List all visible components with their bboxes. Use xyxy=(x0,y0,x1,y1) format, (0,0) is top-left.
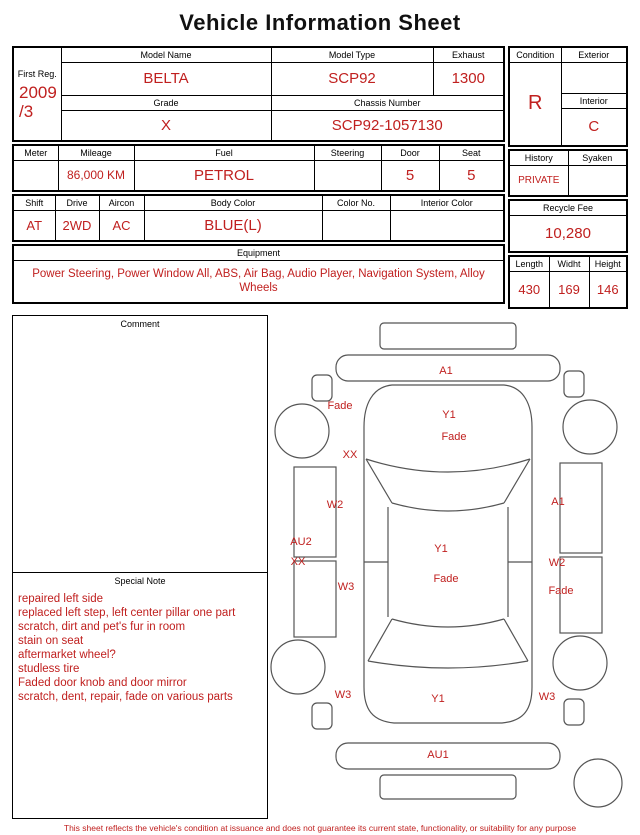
model-type-value: SCP92 xyxy=(271,62,433,95)
diagram-label: XX xyxy=(342,449,358,461)
seat-value: 5 xyxy=(439,160,504,191)
first-reg-value xyxy=(14,79,61,121)
length-label: Length xyxy=(509,256,549,271)
special-note-line: aftermarket wheel? xyxy=(18,649,116,661)
left-rear-fender xyxy=(312,703,332,729)
seat-label: Seat xyxy=(439,145,504,160)
left-rear-door-panel xyxy=(294,561,336,637)
mileage-label: Mileage xyxy=(58,145,134,160)
diagram-label: AU2 xyxy=(290,536,312,548)
exterior-value xyxy=(561,62,627,93)
diagram-label: AU1 xyxy=(427,749,449,761)
mileage-value: 86,000 KM xyxy=(58,160,134,191)
recycle-fee-value: 10,280 xyxy=(509,215,627,252)
grade-value: X xyxy=(61,110,271,141)
door-lines xyxy=(364,507,532,617)
special-note-line: repaired left side xyxy=(18,593,104,605)
left-front-fender xyxy=(312,375,332,401)
main-area xyxy=(12,315,628,819)
top-left-column xyxy=(12,46,505,309)
history-value: PRIVATE xyxy=(509,165,568,196)
first-reg-label: First Reg. xyxy=(17,69,57,79)
rear-window xyxy=(368,619,528,668)
special-note-box xyxy=(12,573,268,819)
chassis-number-label: Chassis Number xyxy=(271,95,504,110)
car-diagram xyxy=(268,319,628,819)
interior-value: C xyxy=(561,108,627,146)
diagram-label: Fade xyxy=(433,573,459,585)
shift-value: AT xyxy=(13,210,55,241)
exhaust-value: 1300 xyxy=(433,62,504,95)
recycle-fee-table xyxy=(508,199,628,253)
grade-label: Grade xyxy=(61,95,271,110)
right-front-door-panel xyxy=(560,463,602,553)
left-boxes xyxy=(12,315,268,819)
drivetrain-table xyxy=(12,194,505,242)
special-note-lines xyxy=(13,586,267,704)
body-color-label: Body Color xyxy=(144,195,322,210)
exhaust-label: Exhaust xyxy=(433,47,504,62)
width-value: 169 xyxy=(549,271,589,308)
body-color-value: BLUE(L) xyxy=(144,210,322,241)
length-value: 430 xyxy=(509,271,549,308)
diagram-label: A1 xyxy=(439,365,453,377)
color-no-label: Color No. xyxy=(322,195,390,210)
diagram-label: Y1 xyxy=(442,409,456,421)
fuel-value: PETROL xyxy=(134,160,314,191)
first-reg-year: 2009 xyxy=(19,83,57,102)
equipment-value: Power Steering, Power Window All, ABS, Air Bag, Audio Player, Navigation System, Alloy Wheels xyxy=(13,260,504,303)
drive-label: Drive xyxy=(55,195,99,210)
diagram-label: XX xyxy=(290,556,306,568)
height-label: Height xyxy=(589,256,627,271)
special-note-line: studless tire xyxy=(18,663,80,675)
disclaimer-text: This sheet reflects the vehicle's condition at issuance and does not guarantee its current state, functionality, or suitability for any purpose xyxy=(63,823,577,833)
diagram-label: W3 xyxy=(538,691,556,703)
car-diagram-area xyxy=(268,315,628,819)
equipment-table xyxy=(12,244,505,304)
comment-label: Comment xyxy=(120,319,160,329)
syaken-value xyxy=(568,165,627,196)
diagram-label: Fade xyxy=(441,431,467,443)
top-tables xyxy=(12,46,628,309)
recycle-fee-label: Recycle Fee xyxy=(509,200,627,215)
diagram-label: A1 xyxy=(551,496,565,508)
syaken-label: Syaken xyxy=(568,150,627,165)
condition-value: R xyxy=(509,62,561,146)
windshield xyxy=(366,459,530,511)
diagram-label: Fade xyxy=(548,585,574,597)
special-note-line: Faded door knob and door mirror xyxy=(18,677,187,689)
rear-left-wheel xyxy=(271,640,325,694)
fuel-label: Fuel xyxy=(134,145,314,160)
rear-right-wheel xyxy=(553,636,607,690)
top-right-column xyxy=(508,46,628,309)
rear-plate xyxy=(380,775,516,799)
special-note-line: stain on seat xyxy=(18,635,84,647)
shift-label: Shift xyxy=(13,195,55,210)
color-no-value xyxy=(322,210,390,241)
right-front-fender xyxy=(564,371,584,397)
width-label: Widht xyxy=(549,256,589,271)
special-note-line: scratch, dirt and pet's fur in room xyxy=(18,621,186,633)
special-note-line: replaced left step, left center pillar one part xyxy=(18,607,236,619)
meter-table xyxy=(12,144,505,192)
page-title: Vehicle Information Sheet xyxy=(179,10,461,35)
first-reg-cell xyxy=(13,47,61,141)
front-right-wheel xyxy=(563,400,617,454)
first-reg-month: /3 xyxy=(19,102,34,121)
diagram-label: Fade xyxy=(327,400,353,412)
registration-table xyxy=(12,46,505,142)
diagram-label: W3 xyxy=(337,581,355,593)
height-value: 146 xyxy=(589,271,627,308)
drive-value: 2WD xyxy=(55,210,99,241)
door-label: Door xyxy=(381,145,439,160)
model-name-label: Model Name xyxy=(61,47,271,62)
steering-value xyxy=(314,160,381,191)
door-value: 5 xyxy=(381,160,439,191)
right-rear-fender xyxy=(564,699,584,725)
special-note-label: Special Note xyxy=(114,576,166,586)
meter-label: Meter xyxy=(13,145,58,160)
aircon-label: Aircon xyxy=(99,195,144,210)
model-type-label: Model Type xyxy=(271,47,433,62)
diagram-label: W3 xyxy=(334,689,352,701)
history-table xyxy=(508,149,628,197)
history-label: History xyxy=(509,150,568,165)
interior-color-value xyxy=(390,210,504,241)
spare-wheel xyxy=(574,759,622,807)
condition-label: Condition xyxy=(509,47,561,62)
diagram-label: Y1 xyxy=(431,693,445,705)
exterior-label: Exterior xyxy=(561,47,627,62)
diagram-label: W2 xyxy=(548,557,566,569)
condition-table xyxy=(508,46,628,147)
interior-color-label: Interior Color xyxy=(390,195,504,210)
equipment-label: Equipment xyxy=(13,245,504,260)
diagram-label: Y1 xyxy=(434,543,448,555)
meter-value xyxy=(13,160,58,191)
interior-label: Interior xyxy=(561,93,627,108)
steering-label: Steering xyxy=(314,145,381,160)
aircon-value: AC xyxy=(99,210,144,241)
model-name-value: BELTA xyxy=(61,62,271,95)
dimensions-table xyxy=(508,255,628,309)
comment-box xyxy=(12,315,268,573)
special-note-line: scratch, dent, repair, fade on various parts xyxy=(18,691,233,703)
chassis-number-value: SCP92-1057130 xyxy=(271,110,504,141)
front-left-wheel xyxy=(275,404,329,458)
diagram-label: W2 xyxy=(326,499,344,511)
front-plate xyxy=(380,323,516,349)
